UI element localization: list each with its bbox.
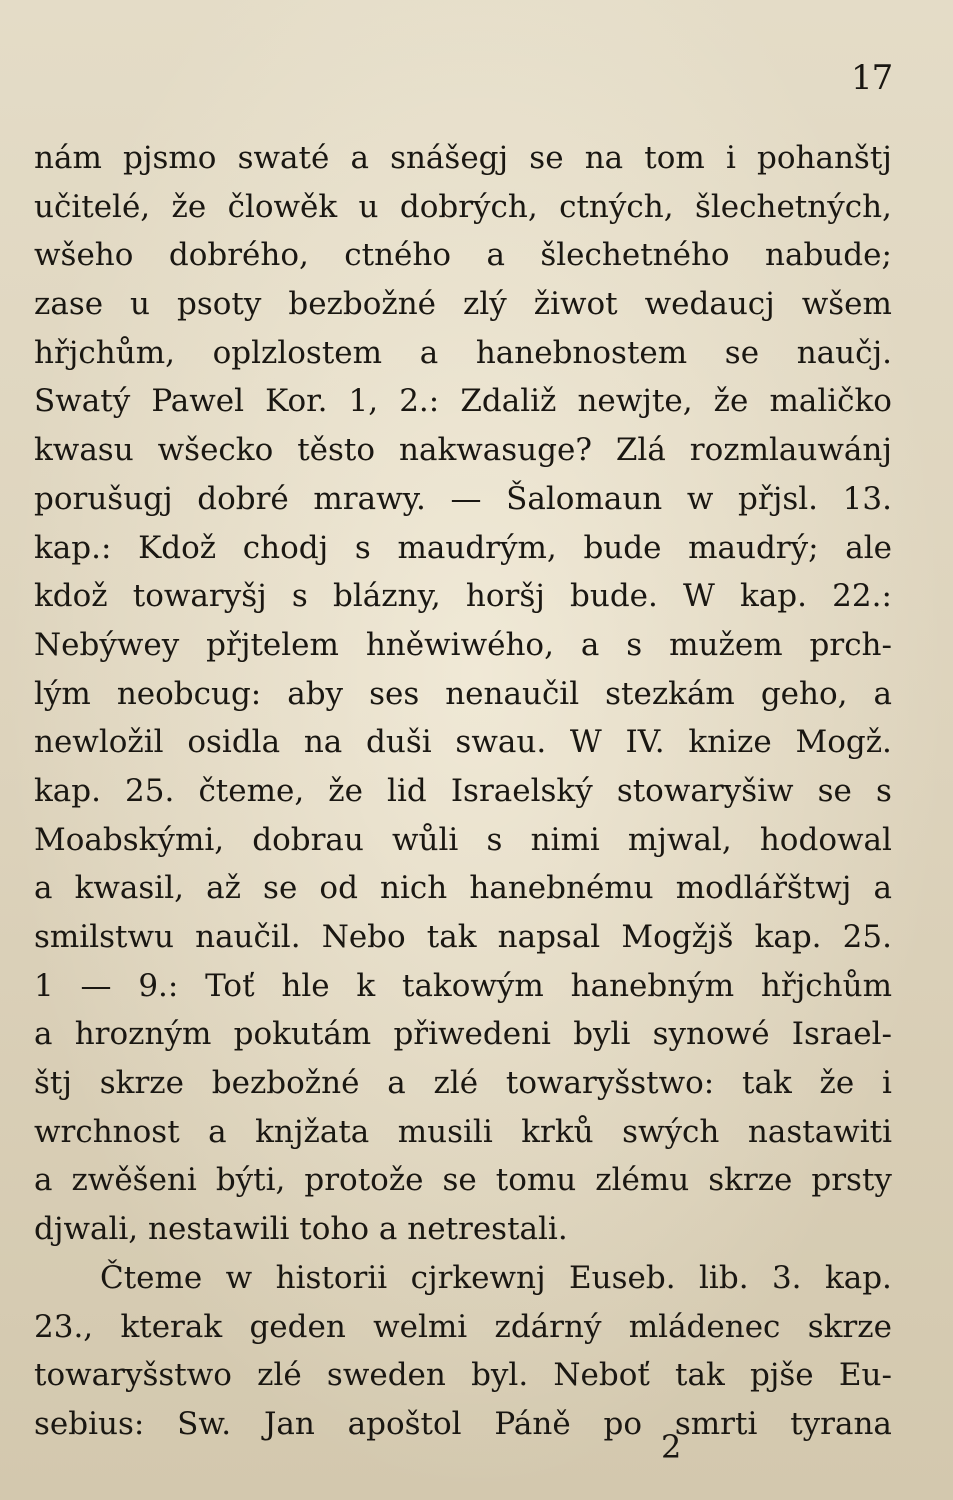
text-line: smilstwu naučil. Nebo tak napsal Mogžjš kap. 25.	[34, 919, 892, 955]
text-line: Swatý Pawel Kor. 1, 2.: Zdaliž newjte, že maličko	[34, 383, 892, 420]
text-line: hřjchům, oplzlostem a hanebnostem se naučj.	[34, 334, 892, 371]
body-text	[34, 134, 892, 1449]
text-line: a hrozným pokutám přiwedeni byli synowé Israel-	[34, 1016, 892, 1053]
page-number: 17	[851, 58, 893, 98]
text-line: newložil osidla na duši swau. W IV. knize Mogž.	[34, 724, 892, 761]
text-line: a zwěšeni býti, protože se tomu zlému skrze prsty	[34, 1162, 892, 1199]
text-line: kap.: Kdož chodj s maudrým, bude maudrý; ale	[34, 529, 892, 566]
text-line: 23., kterak geden welmi zdárný mládenec skrze	[34, 1308, 892, 1345]
text-line: štj skrze bezbožné a zlé towaryšstwo: tak že i	[34, 1065, 892, 1102]
text-line: djwali, nestawili toho a netrestali.	[34, 1211, 568, 1248]
text-line: towaryšstwo zlé sweden byl. Neboť tak pjše Eu-	[34, 1357, 892, 1394]
text-line: Čteme w historii cjrkewnj Euseb. lib. 3. kap.	[100, 1259, 892, 1296]
text-line: sebius: Sw. Jan apoštol Páně po smrti tyrana	[34, 1405, 892, 1442]
text-line: nám pjsmo swaté a snášegj se na tom i pohanštj	[34, 140, 892, 176]
text-line: wšeho dobrého, ctného a šlechetného nabude;	[34, 237, 892, 274]
signature-mark: 2	[661, 1428, 682, 1466]
text-line: učitelé, že člowěk u dobrých, ctných, šlechetných,	[34, 188, 892, 225]
text-line: kdož towaryšj s blázny, horšj bude. W kap. 22.:	[34, 578, 892, 615]
text-line: kap. 25. čteme, že lid Israelský stowaryšiw se s	[34, 772, 892, 809]
text-line: lým neobcug: aby ses nenaučil stezkám geho, a	[34, 675, 892, 712]
text-line: Moabskými, dobrau wůli s nimi mjwal, hodowal	[34, 821, 892, 858]
text-line: zase u psoty bezbožné zlý žiwot wedaucj wšem	[34, 286, 892, 323]
text-line: a kwasil, až se od nich hanebnému modlářštwj a	[34, 870, 892, 907]
text-line: Nebýwey přjtelem hněwiwého, a s mužem prch-	[34, 626, 892, 663]
text-line: porušugj dobré mrawy. — Šalomaun w přjsl. 13.	[34, 480, 892, 517]
text-line: 1 — 9.: Toť hle k takowým hanebným hřjchům	[34, 967, 892, 1004]
text-line: kwasu wšecko těsto nakwasuge? Zlá rozmlauwánj	[34, 432, 892, 469]
text-line: wrchnost a knjžata musili krků swých nastawiti	[34, 1113, 892, 1150]
